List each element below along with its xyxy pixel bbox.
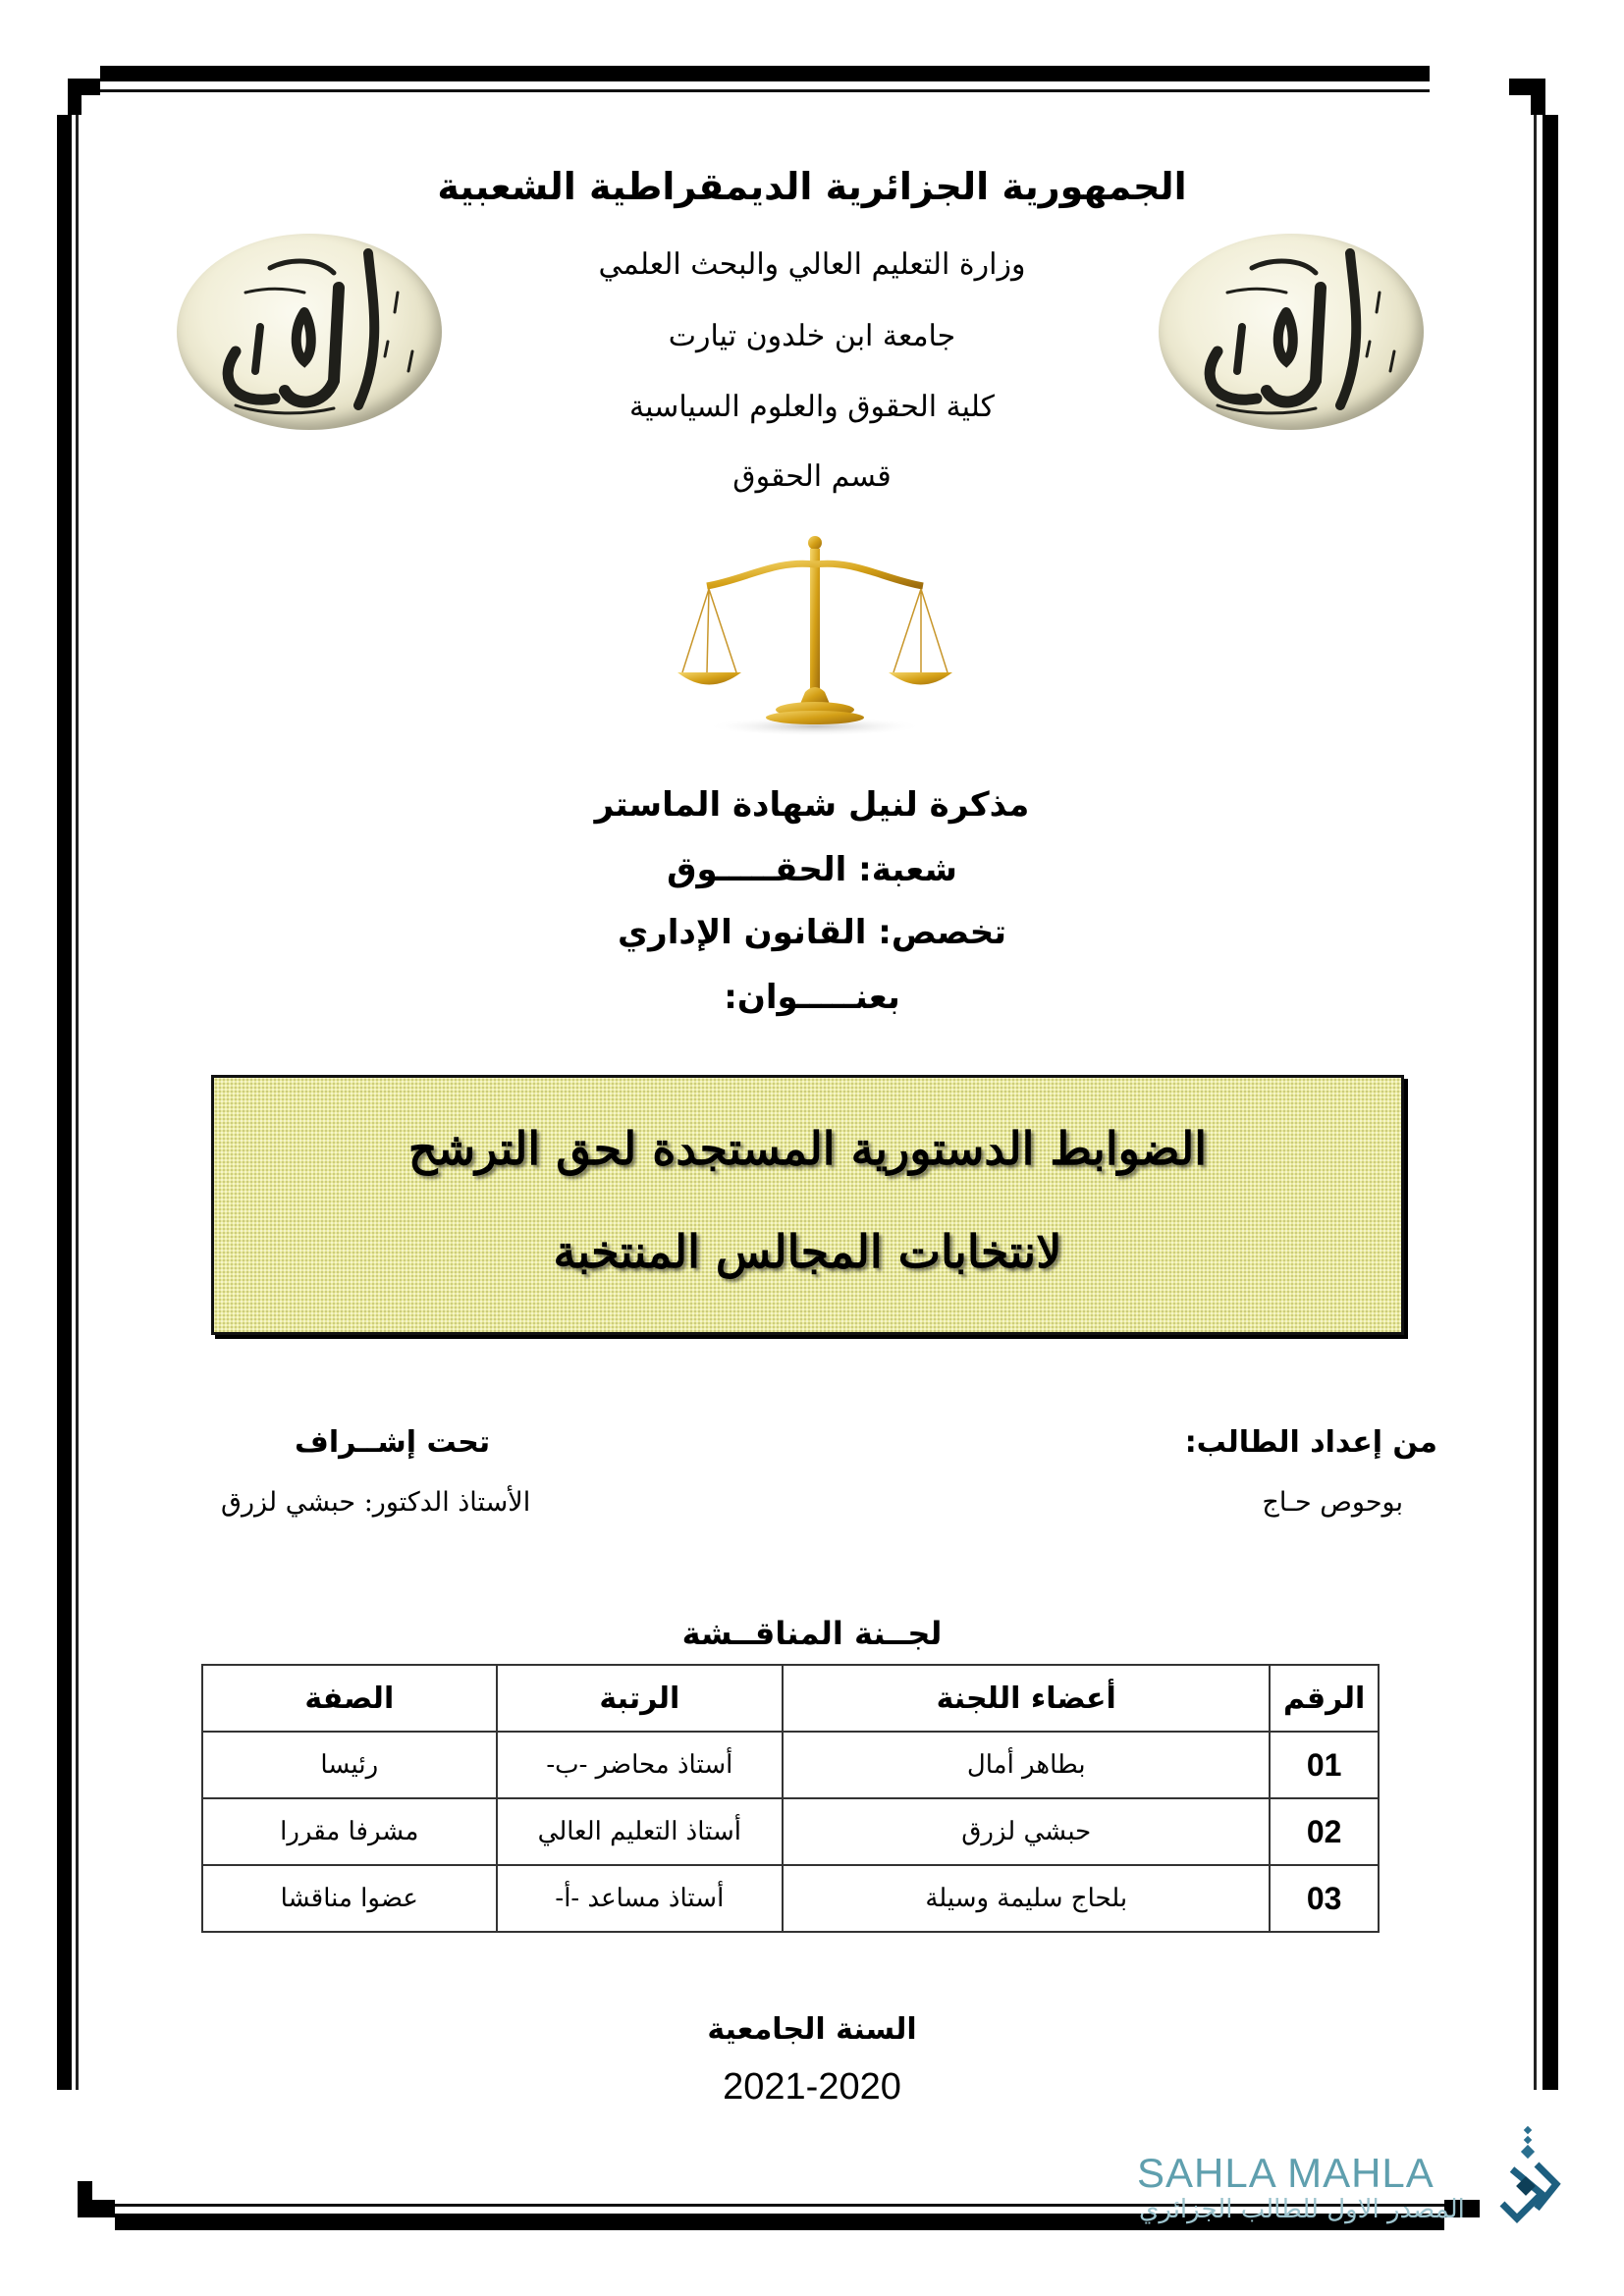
committee-table xyxy=(201,1664,1380,1933)
cell-member: بطاهر أمال xyxy=(783,1732,1270,1798)
border-corner-bottom-left xyxy=(78,2200,115,2217)
cell-member: بلحاج سليمة وسيلة xyxy=(783,1865,1270,1932)
thesis-title-line-1: الضوابط الدستورية المستجدة لحق الترشح xyxy=(407,1122,1208,1175)
academic-year-label: السنة الجامعية xyxy=(707,2012,917,2047)
student-label: من إعداد الطالب: xyxy=(1184,1425,1437,1460)
titled-label: بعنـــــوان: xyxy=(724,978,900,1017)
table-row xyxy=(202,1798,1379,1865)
cell-rank: أستاذ التعليم العالي xyxy=(497,1798,784,1865)
cell-role: عضوا مناقشا xyxy=(202,1865,497,1932)
degree-statement: مذكرة لنيل شهادة الماستر xyxy=(594,785,1030,825)
cell-role: مشرفا مقررا xyxy=(202,1798,497,1865)
supervisor-name: الأستاذ الدكتور: حبشي لزرق xyxy=(221,1487,531,1518)
academic-year-value: 2021-2020 xyxy=(723,2066,901,2108)
header-member: أعضاء اللجنة xyxy=(783,1665,1270,1732)
committee-title: لجــنة المناقــشة xyxy=(681,1615,943,1652)
table-header-row xyxy=(202,1665,1379,1732)
watermark-tagline: المصدر الاول للطالب الجزائري xyxy=(1139,2195,1465,2224)
table-row xyxy=(202,1865,1379,1932)
branch-label: شعبة: الحقـــــوق xyxy=(667,850,957,889)
ministry-name: وزارة التعليم العالي والبحث العلمي xyxy=(598,247,1026,282)
cell-role: رئيسا xyxy=(202,1732,497,1798)
cell-rank: أستاذ مساعد -أ- xyxy=(497,1865,784,1932)
department-name: قسم الحقوق xyxy=(732,459,892,494)
header-rank: الرتبة xyxy=(497,1665,784,1732)
border-corner-top-left-v xyxy=(68,79,81,115)
cell-number: 02 xyxy=(1270,1798,1379,1865)
page-border-top-thick xyxy=(100,66,1430,81)
cell-number: 03 xyxy=(1270,1865,1379,1932)
university-name: جامعة ابن خلدون تيارت xyxy=(668,319,956,353)
header-role: الصفة xyxy=(202,1665,497,1732)
thesis-title-line-2: لانتخابات المجالس المنتخبة xyxy=(553,1225,1062,1278)
border-corner-top-right-v xyxy=(1531,79,1545,115)
student-name: بوحوص حـاج xyxy=(1262,1487,1403,1518)
cell-member: حبشي لزرق xyxy=(783,1798,1270,1865)
thesis-title-box xyxy=(211,1075,1404,1335)
cell-rank: أستاذ محاضر -ب- xyxy=(497,1732,784,1798)
sahla-mahla-logo-icon xyxy=(1497,2125,1561,2228)
faculty-name: كلية الحقوق والعلوم السياسية xyxy=(629,390,995,424)
university-logo-right xyxy=(1159,234,1424,430)
table-row xyxy=(202,1732,1379,1798)
header-number: الرقم xyxy=(1270,1665,1379,1732)
page-border-top-thin xyxy=(100,89,1430,92)
supervisor-label: تحت إشــراف xyxy=(295,1425,491,1460)
specialty-label: تخصص: القانون الإداري xyxy=(618,913,1006,952)
calligraphy-logo-icon xyxy=(1159,234,1424,430)
scales-of-justice-icon xyxy=(668,535,962,741)
calligraphy-logo-icon xyxy=(177,234,442,430)
watermark-brand: SAHLA MAHLA xyxy=(1137,2150,1435,2196)
cell-number: 01 xyxy=(1270,1732,1379,1798)
university-logo-left xyxy=(177,234,442,430)
republic-heading: الجمهورية الجزائرية الديمقراطية الشعبية xyxy=(437,165,1187,208)
